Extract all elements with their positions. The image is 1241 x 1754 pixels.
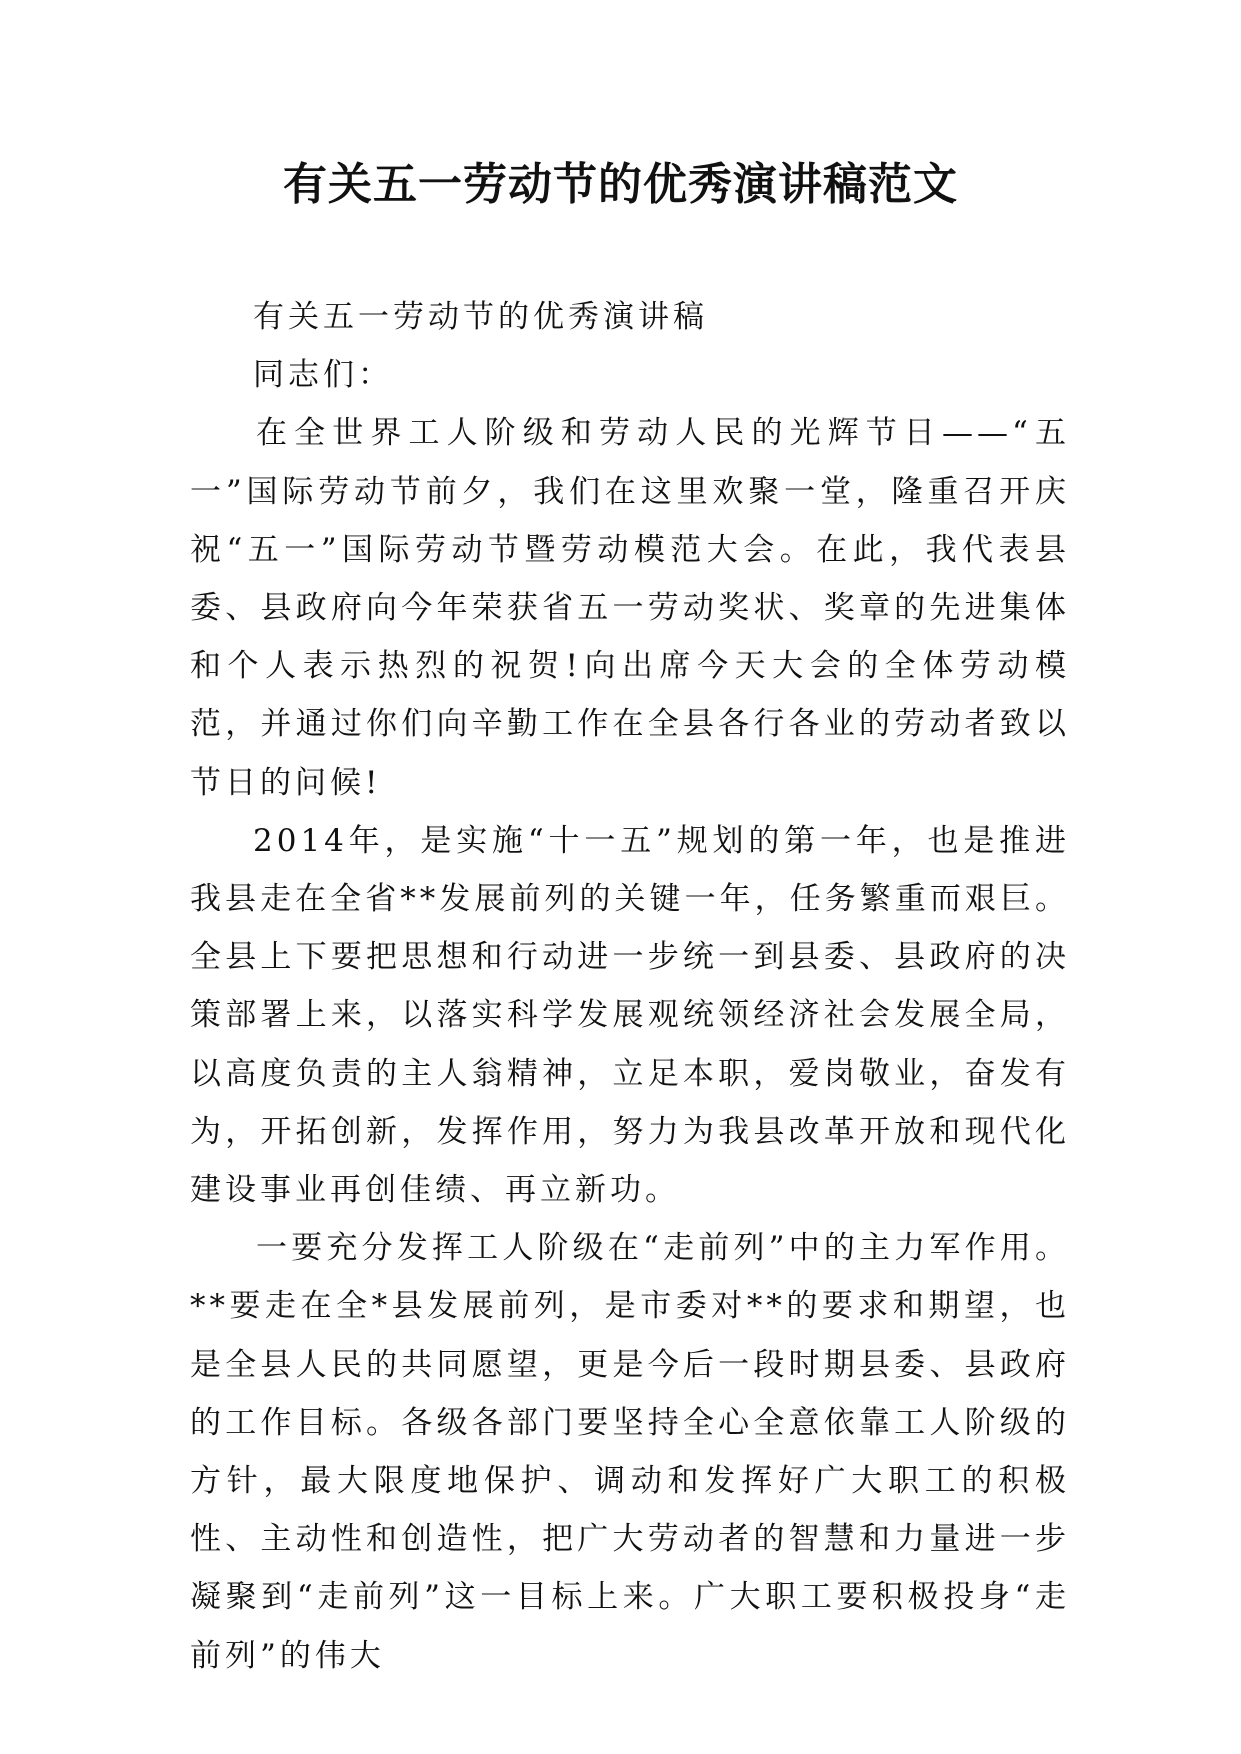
paragraph-2014: 2014年，是实施“十一五”规划的第一年，也是推进我县走在全省**发展前列的关键一年，任务繁重而艰巨。全县上下要把思想和行动进一步统一到县委、县政府的决策部署上来，以落实科学发展观统领经济社会发展全局，以高度负责的主人翁精神，立足本职，爱岗敬业，奋发有为，开拓创新，发挥作用，努力为我县改革开放和现代化建设事业再创佳绩、再立新功。 — [190, 822, 1070, 1209]
document-body — [190, 288, 1070, 1685]
paragraph-opening: 在全世界工人阶级和劳动人民的光辉节日——“五一”国际劳动节前夕，我们在这里欢聚一堂，隆重召开庆祝“五一”国际劳动节暨劳动模范大会。在此，我代表县委、县政府向今年荣获省五一劳动奖状、奖章的先进集体和个人表示热烈的祝贺!向出席今天大会的全体劳动模范，并通过你们向辛勤工作在全县各行各业的劳动者致以节日的问候! — [190, 415, 1070, 801]
paragraph-salutation: 同志们： — [253, 357, 393, 394]
paragraph-subtitle: 有关五一劳动节的优秀演讲稿 — [253, 299, 708, 335]
paragraph-point-one: 一要充分发挥工人阶级在“走前列”中的主力军作用。**要走在全*县发展前列，是市委对**的要求和期望，也是全县人民的共同愿望，更是今后一段时期县委、县政府的工作目标。各级各部门要坚持全心全意依靠工人阶级的方针，最大限度地保护、调动和发挥好广大职工的积极性、主动性和创造性，把广大劳动者的智慧和力量进一步凝聚到“走前列”这一目标上来。广大职工要积极投身“走前列”的伟大 — [190, 1230, 1070, 1674]
document-title: 有关五一劳动节的优秀演讲稿范文 — [283, 159, 958, 210]
